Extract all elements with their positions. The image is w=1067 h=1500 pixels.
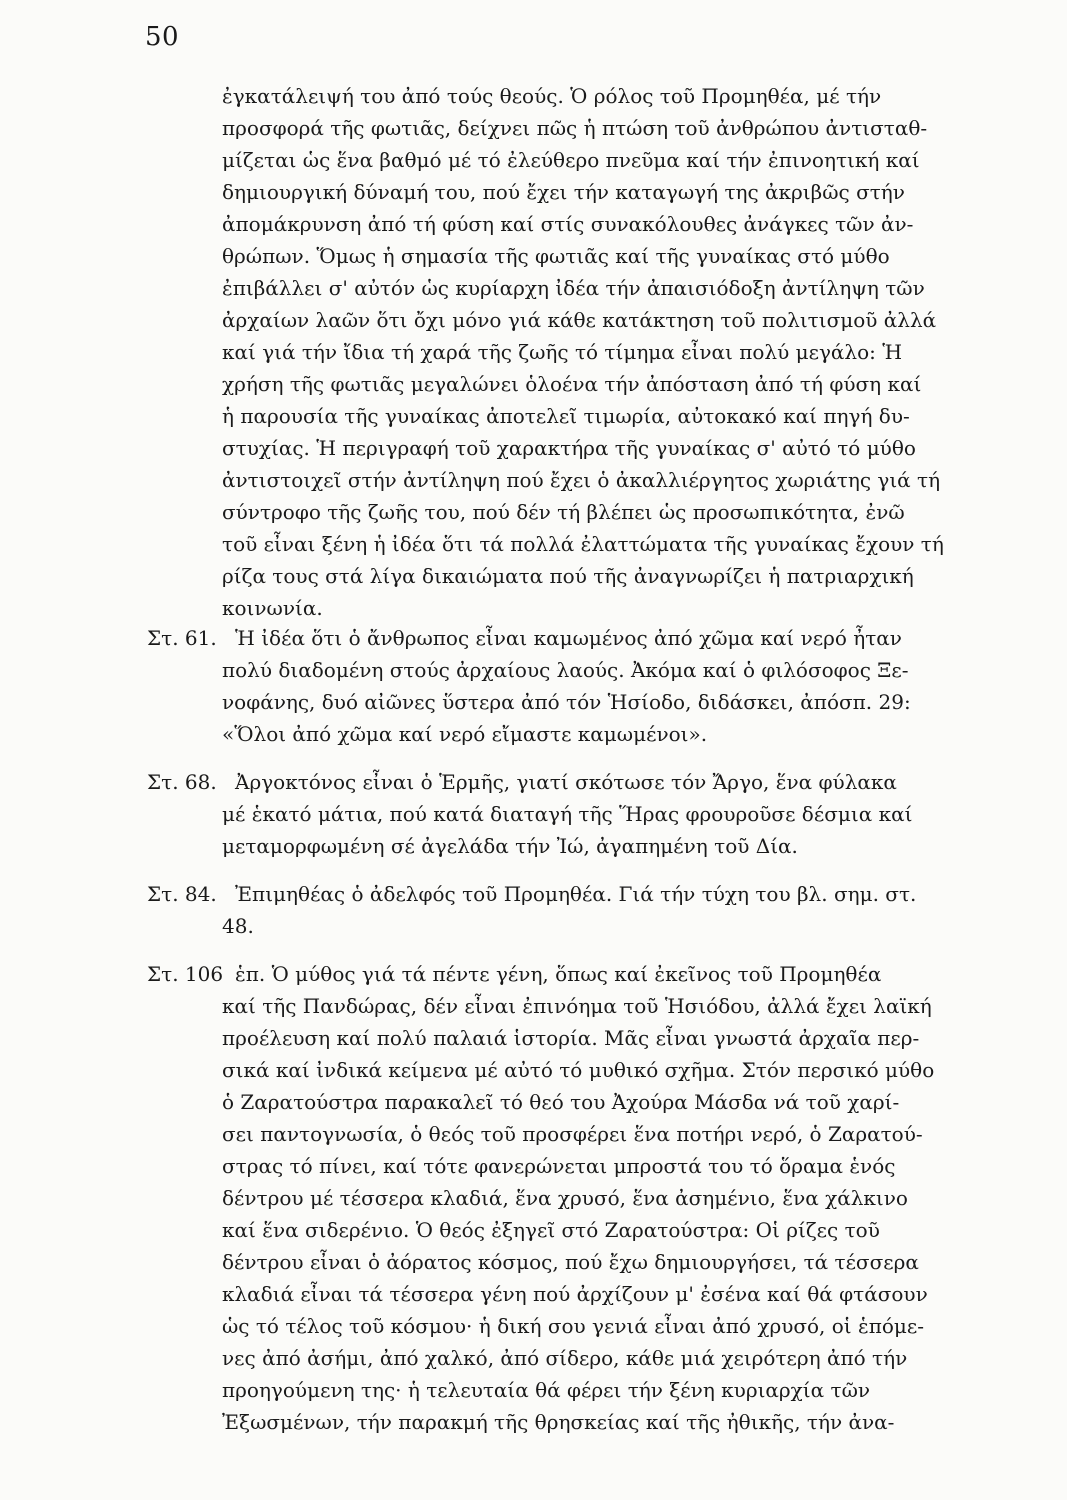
note-line: προηγούμενη της· ἡ τελευταία θά φέρει τήν ξένη κυριαρχία τῶν [222,1378,871,1402]
note-label: Στ. 106 [147,962,224,986]
intro-line: στυχίας. Ἡ περιγραφή τοῦ χαρακτήρα τῆς γυναίκας σ' αὐτό τό μύθο [222,436,916,460]
note-line: καί τῆς Πανδώρας, δέν εἶναι ἐπινόημα τοῦ Ἡσιόδου, ἀλλά ἔχει λαϊκή [222,994,932,1018]
note-line: σει παντογνωσία, ὁ θεός τοῦ προσφέρει ἕνα ποτήρι νερό, ὁ Ζαρατού- [222,1122,923,1146]
intro-line: ἐπιβάλλει σ' αὐτόν ὡς κυρίαρχη ἰδέα τήν ἀπαισιόδοξη ἀντίληψη τῶν [222,276,925,300]
intro-line: τοῦ εἶναι ξένη ἡ ἰδέα ὅτι τά πολλά ἐλαττώματα τῆς γυναίκας ἔχουν τή [222,532,944,556]
intro-line: σύντροφο τῆς ζωῆς του, πού δέν τή βλέπει ὡς προσωπικότητα, ἐνῶ [222,500,905,524]
note-line: ἑπ. Ὁ μύθος γιά τά πέντε γένη, ὅπως καί ἐκεῖνος τοῦ Προμηθέα [235,962,882,986]
intro-line: θρώπων. Ὅμως ἡ σημασία τῆς φωτιᾶς καί τῆς γυναίκας στό μύθο [222,244,890,268]
note-label: Στ. 84. [147,882,217,906]
intro-line: καί γιά τήν ἴδια τή χαρά τῆς ζωῆς τό τίμημα εἶναι πολύ μεγάλο: Ἡ [222,340,903,364]
note-line: στρας τό πίνει, καί τότε φανερώνεται μπροστά του τό ὅραμα ἑνός [222,1154,896,1178]
intro-line: ρίζα τους στά λίγα δικαιώματα πού τῆς ἀναγνωρίζει ἡ πατριαρχική [222,564,914,588]
intro-line: ἐγκατάλειψή του ἀπό τούς θεούς. Ὁ ρόλος τοῦ Προμηθέα, μέ τήν [222,84,882,108]
note-line: προέλευση καί πολύ παλαιά ἱστορία. Μᾶς εἶναι γνωστά ἀρχαῖα περ- [222,1026,920,1050]
intro-line: ἀπομάκρυνση ἀπό τή φύση καί στίς συνακόλουθες ἀνάγκες τῶν ἀν- [222,212,914,236]
note-line: ὡς τό τέλος τοῦ κόσμου· ἡ δική σου γενιά εἶναι ἀπό χρυσό, οἱ ἑπόμε- [222,1314,925,1338]
intro-line: ἀρχαίων λαῶν ὅτι ὄχι μόνο γιά κάθε κατάκτηση τοῦ πολιτισμοῦ ἀλλά [222,308,937,332]
note-line: καί ἕνα σιδερένιο. Ὁ θεός ἐξηγεῖ στό Ζαρατούστρα: Οἱ ρίζες τοῦ [222,1218,880,1242]
note-line: «Ὅλοι ἀπό χῶμα καί νερό εἴμαστε καμωμένοι». [222,722,708,746]
note-line: ὁ Ζαρατούστρα παρακαλεῖ τό θεό του Ἀχούρα Μάσδα νά τοῦ χαρί- [222,1090,900,1114]
note-line: δέντρου μέ τέσσερα κλαδιά, ἕνα χρυσό, ἕνα ἀσημένιο, ἕνα χάλκινο [222,1186,908,1210]
note-line: δέντρου εἶναι ὁ ἀόρατος κόσμος, πού ἔχω δημιουργήσει, τά τέσσερα [222,1250,919,1274]
note-line: σικά καί ἰνδικά κείμενα μέ αὐτό τό μυθικό σχῆμα. Στόν περσικό μύθο [222,1058,935,1082]
note-line: Ἐπιμηθέας ὁ ἀδελφός τοῦ Προμηθέα. Γιά τήν τύχη του βλ. σημ. στ. [235,882,917,906]
intro-line: μίζεται ὡς ἕνα βαθμό μέ τό ἐλεύθερο πνεῦμα καί τήν ἐπινοητική καί [222,148,920,172]
intro-line: προσφορά τῆς φωτιᾶς, δείχνει πῶς ἡ πτώση τοῦ ἀνθρώπου ἀντισταθ- [222,116,928,140]
note-line: μέ ἑκατό μάτια, πού κατά διαταγή τῆς Ἥρας φρουροῦσε δέσμια καί [222,802,913,826]
intro-line: ἀντιστοιχεῖ στήν ἀντίληψη πού ἔχει ὁ ἀκαλλιέργητος χωριάτης γιά τή [222,468,941,492]
note-line: Ἀργοκτόνος εἶναι ὁ Ἑρμῆς, γιατί σκότωσε τόν Ἄργο, ἕνα φύλακα [235,770,897,794]
intro-line: ἡ παρουσία τῆς γυναίκας ἀποτελεῖ τιμωρία, αὐτοκακό καί πηγή δυ- [222,404,910,428]
note-line: Ἡ ἰδέα ὅτι ὁ ἄνθρωπος εἶναι καμωμένος ἀπό χῶμα καί νερό ἦταν [235,626,902,650]
page-number: 50 [145,22,180,52]
note-line: νοφάνης, δυό αἰῶνες ὕστερα ἀπό τόν Ἡσίοδο, διδάσκει, ἀπόσπ. 29: [222,690,911,714]
note-line: μεταμορφωμένη σέ ἀγελάδα τήν Ἰώ, ἀγαπημένη τοῦ Δία. [222,834,798,858]
intro-line: χρήση τῆς φωτιᾶς μεγαλώνει ὁλοένα τήν ἀπόσταση ἀπό τή φύση καί [222,372,922,396]
note-line: κλαδιά εἶναι τά τέσσερα γένη πού ἀρχίζουν μ' ἐσένα καί θά φτάσουν [222,1282,928,1306]
note-label: Στ. 68. [147,770,217,794]
intro-line: δημιουργική δύναμή του, πού ἔχει τήν καταγωγή της ἀκριβῶς στήν [222,180,905,204]
note-line: πολύ διαδομένη στούς ἀρχαίους λαούς. Ἀκόμα καί ὁ φιλόσοφος Ξε- [222,658,909,682]
intro-line: κοινωνία. [222,596,323,620]
note-line: Ἐξωσμένων, τήν παρακμή τῆς θρησκείας καί τῆς ἠθικῆς, τήν ἀνα- [222,1410,895,1434]
note-label: Στ. 61. [147,626,217,650]
note-line: 48. [222,914,254,938]
note-line: νες ἀπό ἀσήμι, ἀπό χαλκό, ἀπό σίδερο, κάθε μιά χειρότερη ἀπό τήν [222,1346,908,1370]
